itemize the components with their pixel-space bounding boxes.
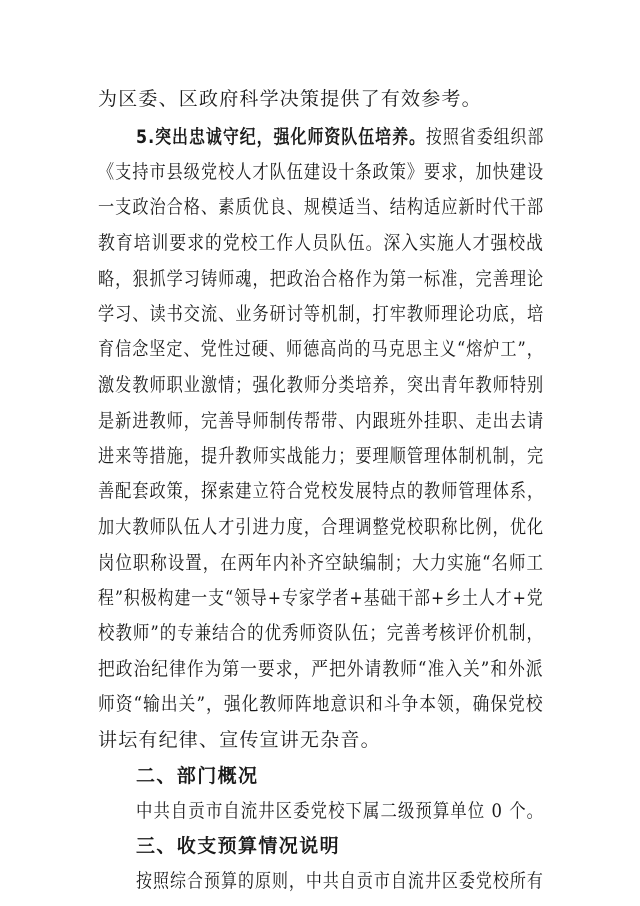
paragraph-line: 按照综合预算的原则，中共自贡市自流井区委党校所有: [136, 870, 544, 892]
paragraph-line: 进来等措施，提升教师实战能力；要理顺管理体制机制，完: [98, 444, 545, 467]
section-5-first-line: [136, 124, 545, 150]
paragraph-line: 校教师”的专兼结合的优秀师资队伍；完善考核评价机制，: [98, 622, 544, 644]
paragraph-line: 育信念坚定、党性过硬、师德高尚的马克思主义“熔炉工”，: [98, 337, 544, 360]
paragraph-line: 讲坛有纪律、宣传宣讲无杂音。: [98, 728, 381, 751]
section-5-title: 5.突出忠诚守纪，强化师资队伍培养。: [136, 125, 426, 148]
paragraph-line: 是新进教师，完善导师制传帮带、内跟班外挂职、走出去请: [98, 409, 545, 432]
paragraph-line: 学习、读书交流、业务研讨等机制，打牢教师理论功底，培: [98, 302, 545, 325]
paragraph-line: 把政治纪律作为第一要求，严把外请教师“准入关”和外派: [98, 657, 544, 680]
paragraph-line: 一支政治合格、素质优良、规模适当、结构适应新时代干部: [98, 195, 545, 218]
paragraph-line: 教育培训要求的党校工作人员队伍。深入实施人才强校战: [98, 231, 545, 254]
paragraph-line: 师资“输出关”，强化教师阵地意识和斗争本领，确保党校: [98, 693, 544, 715]
paragraph-line: 岗位职称设置，在两年内补齐空缺编制；大力实施“名师工: [98, 551, 544, 574]
section-heading-budget-explanation: 三、收支预算情况说明: [136, 835, 341, 857]
paragraph-line: 加大教师队伍人才引进力度，合理调整党校职称比例，优化: [98, 515, 545, 538]
paragraph-line: 《支持市县级党校人才队伍建设十条政策》要求，加快建设: [98, 160, 545, 183]
paragraph-line: 中共自贡市自流井区委党校下属二级预算单位 0 个。: [136, 799, 545, 822]
section-heading-department-overview: 二、部门概况: [136, 764, 259, 787]
paragraph-line: 激发教师职业激情；强化教师分类培养，突出青年教师特别: [98, 373, 545, 396]
paragraph-line: 略，狠抓学习铸师魂，把政治合格作为第一标准，完善理论: [98, 267, 545, 290]
paragraph-line: 善配套政策，探索建立符合党校发展特点的教师管理体系，: [98, 479, 545, 502]
paragraph-line: 为区委、区政府科学决策提供了有效参考。: [98, 88, 482, 110]
paragraph-line-fragment: 按照省委组织部: [425, 125, 545, 148]
paragraph-line: 程”积极构建一支“领导+专家学者+基础干部+乡土人才+党: [98, 586, 544, 609]
